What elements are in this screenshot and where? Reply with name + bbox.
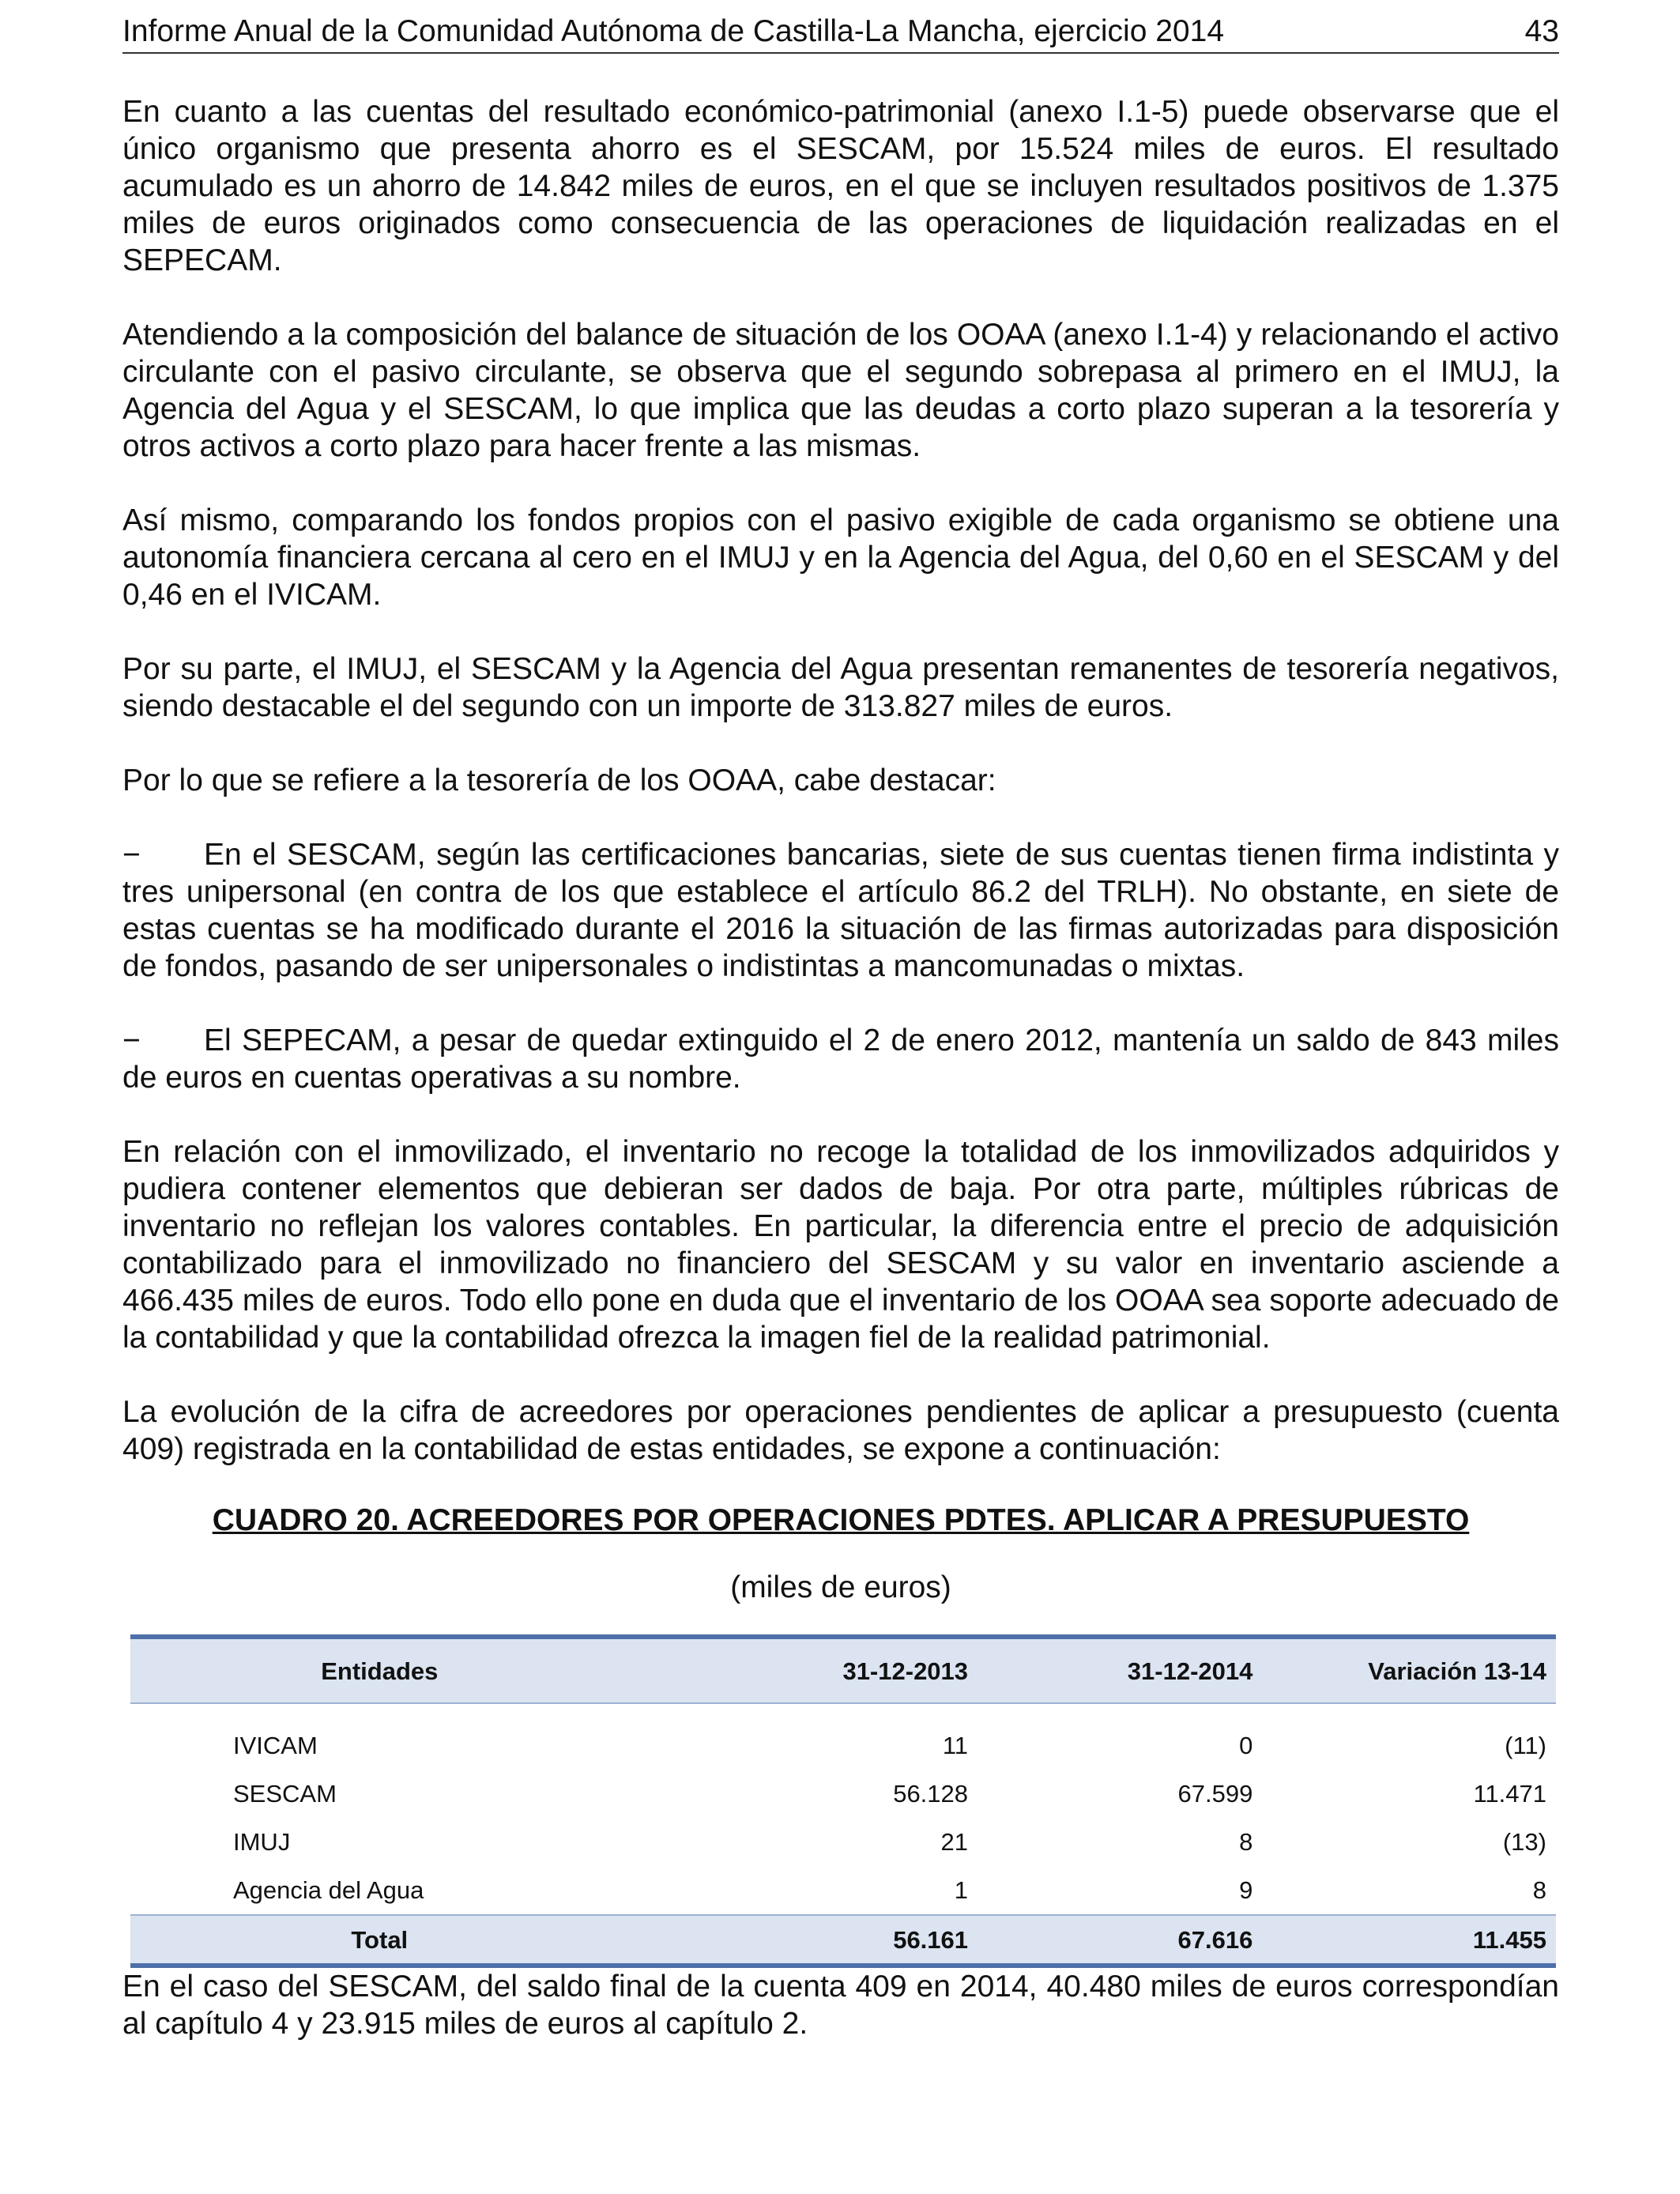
table-cell: 0 — [1239, 1732, 1253, 1759]
paragraph-remanentes: Por su parte, el IMUJ, el SESCAM y la Agencia del Agua presentan remanentes de tesorería negativos, siendo destacable el del segundo con un importe de 313.827 miles de euros. — [122, 652, 1559, 723]
table-cell: IVICAM — [233, 1732, 318, 1759]
table-cell: 8 — [1532, 1876, 1546, 1904]
paragraph-sescam-409: En el caso del SESCAM, del saldo final de la cuenta 409 en 2014, 40.480 miles de euros correspondían al capítulo 4 y 23.915 miles de euros al capítulo 2. — [122, 1970, 1559, 2041]
bullet-text: En el SESCAM, según las certificaciones bancarias, siete de sus cuentas tienen firma indistinta y tres unipersonal (en contra de los que establece el artículo 86.2 del TRLH). No obstante, en siete de estas cuentas se ha modificado durante el 2016 la situación de las firmas autorizadas para disposición de fondos, pasando de ser unipersonales o indistintas a mancomunadas o mixtas. — [122, 838, 1559, 983]
column-header: 31-12-2013 — [629, 1637, 977, 1703]
column-header: 31-12-2014 — [977, 1637, 1262, 1703]
bullet-item-sepecam — [122, 1022, 1559, 1096]
table-cell: 1 — [954, 1876, 969, 1904]
table-row — [130, 1818, 1556, 1866]
table-cell: SESCAM — [233, 1780, 337, 1808]
table-cell: Agencia del Agua — [233, 1876, 424, 1904]
table-cell: 9 — [1239, 1876, 1253, 1904]
page-number: 43 — [1524, 14, 1559, 48]
paragraph-resultado: En cuanto a las cuentas del resultado económico-patrimonial (anexo I.1-5) puede observarse que el único organismo que presenta ahorro es el SESCAM, por 15.524 miles de euros. El resultado acumulado es un ahorro de 14.842 miles de euros, en el que se incluyen resultados positivos de 1.375 miles de euros originados como consecuencia de las operaciones de liquidación realizadas en el SEPECAM. — [122, 95, 1559, 277]
table-cell: 11 — [942, 1732, 969, 1759]
paragraph-tesoreria: Por lo que se refiere a la tesorería de los OOAA, cabe destacar: — [122, 763, 996, 797]
table-header-row — [130, 1637, 1556, 1703]
total-cell: 67.616 — [977, 1915, 1262, 1966]
table-cell: (13) — [1502, 1828, 1546, 1856]
table-cell: 11.471 — [1473, 1780, 1546, 1808]
bullet-dash: − — [122, 1023, 141, 1057]
table-row — [130, 1770, 1556, 1818]
table-cell: (11) — [1505, 1732, 1546, 1759]
report-title: Informe Anual de la Comunidad Autónoma de Castilla-La Mancha, ejercicio 2014 — [122, 14, 1225, 48]
total-cell: 56.161 — [629, 1915, 977, 1966]
bullet-item-sescam — [122, 836, 1559, 985]
table-cell: 56.128 — [893, 1780, 969, 1808]
document-body — [122, 93, 1559, 2079]
paragraph-inmovilizado: En relación con el inmovilizado, el inventario no recoge la totalidad de los inmovilizados adquiridos y pudiera contener elementos que debieran ser dados de baja. Por otra parte, múltiples rúbricas de inventario no reflejan los valores contables. En particular, la diferencia entre el precio de adquisición contabilizado para el inmovilizado no financiero del SESCAM y su valor en inventario asciende a 466.435 miles de euros. Todo ello pone en duda que el inventario de los OOAA sea soporte adecuado de la contabilidad y que la contabilidad ofrezca la imagen fiel de la realidad patrimonial. — [122, 1135, 1559, 1355]
paragraph-balance: Atendiendo a la composición del balance de situación de los OOAA (anexo I.1-4) y relacionando el activo circulante con el pasivo circulante, se observa que el segundo sobrepasa al primero en el IMUJ, la Agencia del Agua y el SESCAM, lo que implica que las deudas a corto plazo superan a la tesorería y otros activos a corto plazo para hacer frente a las mismas. — [122, 318, 1559, 463]
page-header — [122, 11, 1559, 54]
table-cell: IMUJ — [233, 1828, 291, 1856]
column-header: Entidades — [130, 1637, 629, 1703]
paragraph-acreedores: La evolución de la cifra de acreedores por operaciones pendientes de aplicar a presupuesto (cuenta 409) registrada en la contabilidad de estas entidades, se expone a continuación: — [122, 1395, 1559, 1466]
table-cell: 21 — [940, 1828, 969, 1856]
table-total-row — [130, 1915, 1556, 1966]
table-row — [130, 1866, 1556, 1915]
bullet-dash: − — [122, 838, 141, 872]
column-header: Variación 13-14 — [1262, 1637, 1556, 1703]
acreedores-table — [130, 1634, 1556, 1968]
table-cell: 8 — [1239, 1828, 1253, 1856]
table-row — [130, 1721, 1556, 1770]
paragraph-autonomia: Así mismo, comparando los fondos propios con el pasivo exigible de cada organismo se obtiene una autonomía financiera cercana al cero en el IMUJ y en la Agencia del Agua, del 0,60 en el SESCAM y del 0,46 en el IVICAM. — [122, 503, 1559, 612]
bullet-text: El SEPECAM, a pesar de quedar extinguido el 2 de enero 2012, mantenía un saldo de 843 miles de euros en cuentas operativas a su nombre. — [122, 1023, 1559, 1095]
table-caption: CUADRO 20. ACREEDORES POR OPERACIONES PDTES. APLICAR A PRESUPUESTO — [212, 1503, 1470, 1537]
total-cell: Total — [130, 1915, 629, 1966]
table-cell: 67.599 — [1177, 1780, 1253, 1808]
total-cell: 11.455 — [1262, 1915, 1556, 1966]
table-units: (miles de euros) — [730, 1570, 951, 1604]
